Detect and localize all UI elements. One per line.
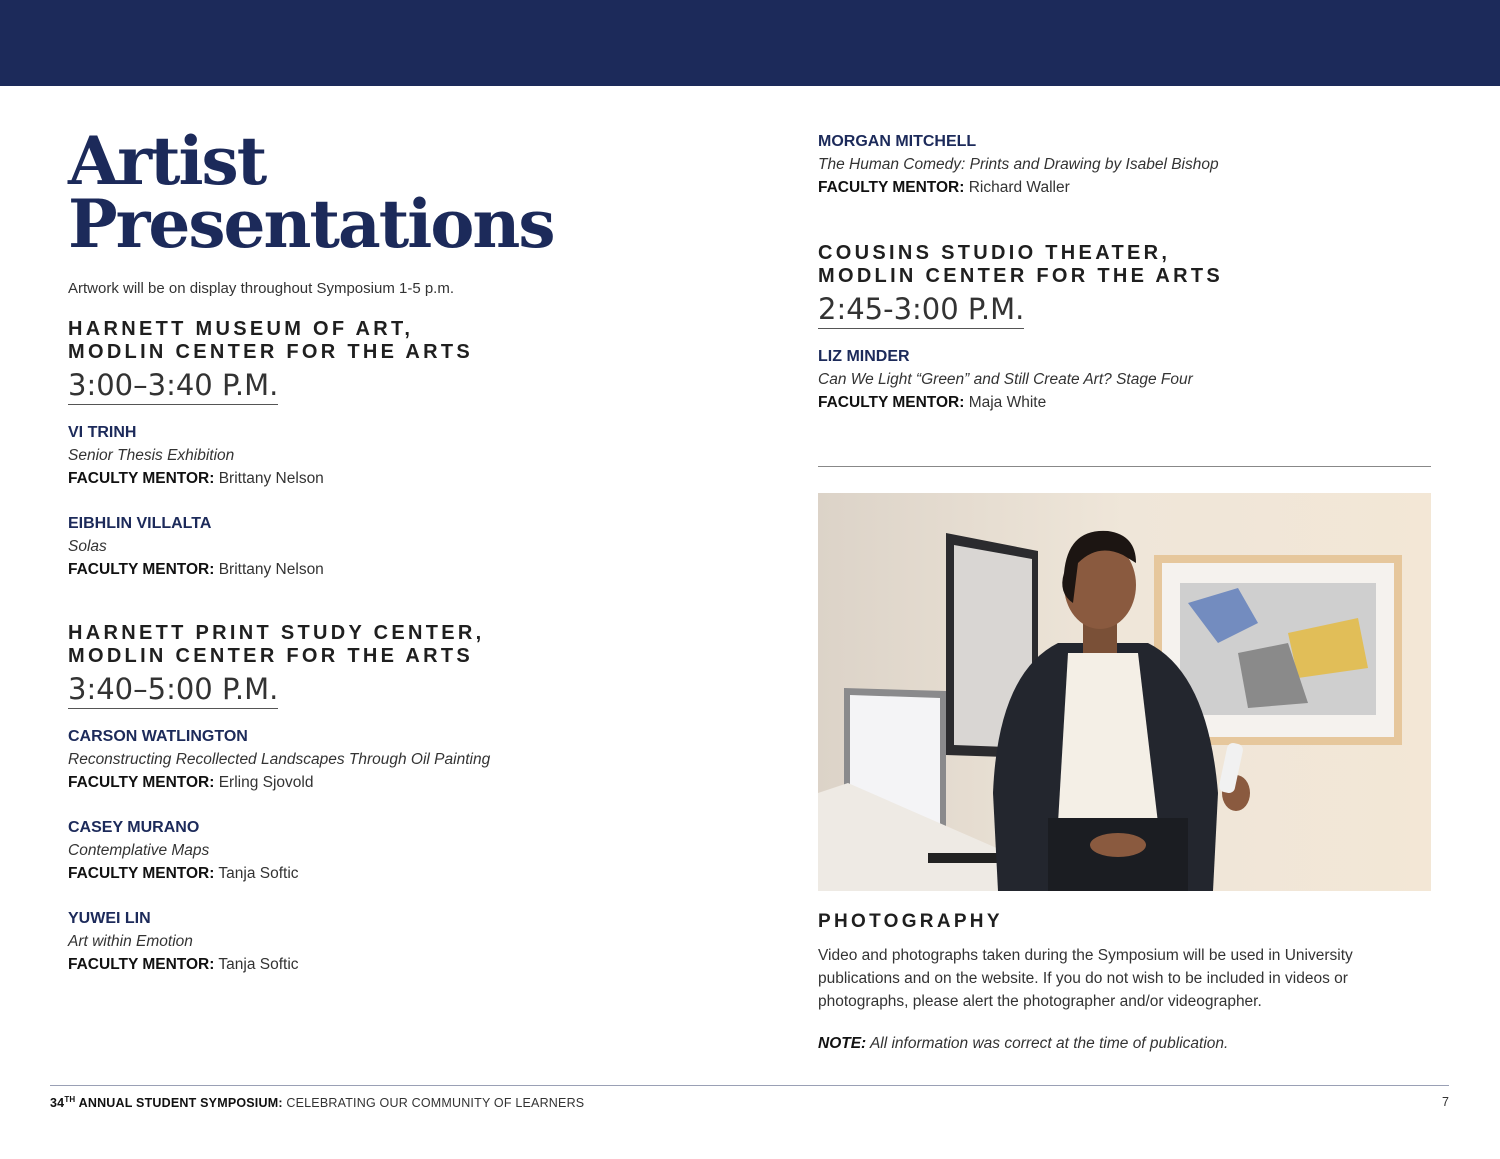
left-column bbox=[68, 122, 708, 976]
presenter-name: CARSON WATLINGTON bbox=[68, 728, 248, 745]
mentor-name: Brittany Nelson bbox=[218, 561, 324, 578]
time-slot: 2:45-3:00 P.M. bbox=[818, 292, 1024, 329]
intro-text: Artwork will be on display throughout Symposium 1-5 p.m. bbox=[68, 280, 455, 297]
work-title: Can We Light “Green” and Still Create Art? Stage Four bbox=[818, 371, 1193, 388]
mentor-name: Maja White bbox=[968, 394, 1047, 411]
mentor-label: FACULTY MENTOR: bbox=[68, 470, 215, 487]
venue-section bbox=[68, 318, 708, 581]
footer-number: 34 bbox=[50, 1096, 65, 1111]
mentor-name: Erling Sjovold bbox=[218, 774, 314, 791]
footer-divider bbox=[50, 1085, 1449, 1086]
presenter-entry bbox=[818, 130, 1431, 199]
presenter-name: CASEY MURANO bbox=[68, 819, 200, 836]
faculty-mentor bbox=[68, 953, 708, 976]
note-text: All information was correct at the time of publication. bbox=[869, 1035, 1229, 1052]
presenter-entry bbox=[68, 816, 708, 885]
venue-line-2: MODLIN CENTER FOR THE ARTS bbox=[818, 265, 1224, 287]
title-line-2: Presentations bbox=[68, 185, 554, 263]
mentor-name: Brittany Nelson bbox=[218, 470, 324, 487]
faculty-mentor bbox=[68, 467, 708, 490]
venue-section bbox=[68, 622, 708, 976]
time-slot: 3:00–3:40 P.M. bbox=[68, 368, 278, 405]
work-title: Solas bbox=[68, 538, 107, 555]
presenter-entry bbox=[68, 421, 708, 490]
presenter-entry bbox=[68, 512, 708, 581]
presenter-photo bbox=[818, 493, 1431, 891]
footer-event: ANNUAL STUDENT SYMPOSIUM: bbox=[78, 1096, 283, 1111]
footer-bold bbox=[50, 1096, 283, 1110]
presenter-name: LIZ MINDER bbox=[818, 348, 910, 365]
time-slot: 3:40–5:00 P.M. bbox=[68, 672, 278, 709]
presenter-entry bbox=[818, 345, 1431, 414]
work-title: Contemplative Maps bbox=[68, 842, 210, 859]
header-bar bbox=[0, 0, 1500, 86]
mentor-name: Tanja Softic bbox=[218, 956, 299, 973]
footer-text bbox=[50, 1095, 584, 1110]
mentor-name: Tanja Softic bbox=[218, 865, 299, 882]
faculty-mentor bbox=[68, 558, 708, 581]
presenter-entry bbox=[68, 725, 708, 794]
page-title bbox=[68, 122, 708, 263]
venue-line-2: MODLIN CENTER FOR THE ARTS bbox=[68, 341, 474, 363]
footer-subtitle: CELEBRATING OUR COMMUNITY OF LEARNERS bbox=[286, 1096, 585, 1111]
section-divider bbox=[818, 466, 1431, 467]
faculty-mentor bbox=[818, 391, 1431, 414]
page-number: 7 bbox=[1442, 1095, 1449, 1109]
presenter-entry bbox=[68, 907, 708, 976]
venue-line-1: COUSINS STUDIO THEATER, bbox=[818, 242, 1171, 264]
mentor-label: FACULTY MENTOR: bbox=[818, 394, 965, 411]
mentor-label: FACULTY MENTOR: bbox=[68, 956, 215, 973]
venue-heading bbox=[68, 318, 708, 364]
faculty-mentor bbox=[818, 176, 1431, 199]
work-title: The Human Comedy: Prints and Drawing by Isabel Bishop bbox=[818, 156, 1219, 173]
mentor-label: FACULTY MENTOR: bbox=[68, 774, 215, 791]
faculty-mentor bbox=[68, 862, 708, 885]
presenter-name: MORGAN MITCHELL bbox=[818, 133, 977, 150]
presenter-name: YUWEI LIN bbox=[68, 910, 151, 927]
mentor-label: FACULTY MENTOR: bbox=[68, 561, 215, 578]
publication-note bbox=[818, 1035, 1228, 1053]
work-title: Senior Thesis Exhibition bbox=[68, 447, 235, 464]
footer-superscript: TH bbox=[64, 1095, 76, 1104]
title-line-1: Artist bbox=[68, 122, 266, 200]
presenter-name: EIBHLIN VILLALTA bbox=[68, 515, 212, 532]
venue-line-1: HARNETT MUSEUM OF ART, bbox=[68, 318, 414, 340]
photography-text: Video and photographs taken during the Symposium will be used in University publications and on the website. If you do not wish to be included in videos or photographs, please alert the photographer and/or videographer. bbox=[818, 947, 1353, 1010]
mentor-label: FACULTY MENTOR: bbox=[818, 179, 965, 196]
venue-section bbox=[818, 242, 1431, 414]
venue-heading bbox=[818, 242, 1431, 288]
mentor-label: FACULTY MENTOR: bbox=[68, 865, 215, 882]
faculty-mentor bbox=[68, 771, 708, 794]
venue-heading bbox=[68, 622, 708, 668]
venue-line-2: MODLIN CENTER FOR THE ARTS bbox=[68, 645, 474, 667]
note-label: NOTE: bbox=[818, 1035, 867, 1052]
mentor-name: Richard Waller bbox=[968, 179, 1070, 196]
work-title: Art within Emotion bbox=[68, 933, 193, 950]
right-column bbox=[818, 130, 1431, 414]
venue-line-1: HARNETT PRINT STUDY CENTER, bbox=[68, 622, 485, 644]
work-title: Reconstructing Recollected Landscapes Through Oil Painting bbox=[68, 751, 491, 768]
photography-heading: PHOTOGRAPHY bbox=[818, 911, 1003, 932]
presenter-name: VI TRINH bbox=[68, 424, 137, 441]
